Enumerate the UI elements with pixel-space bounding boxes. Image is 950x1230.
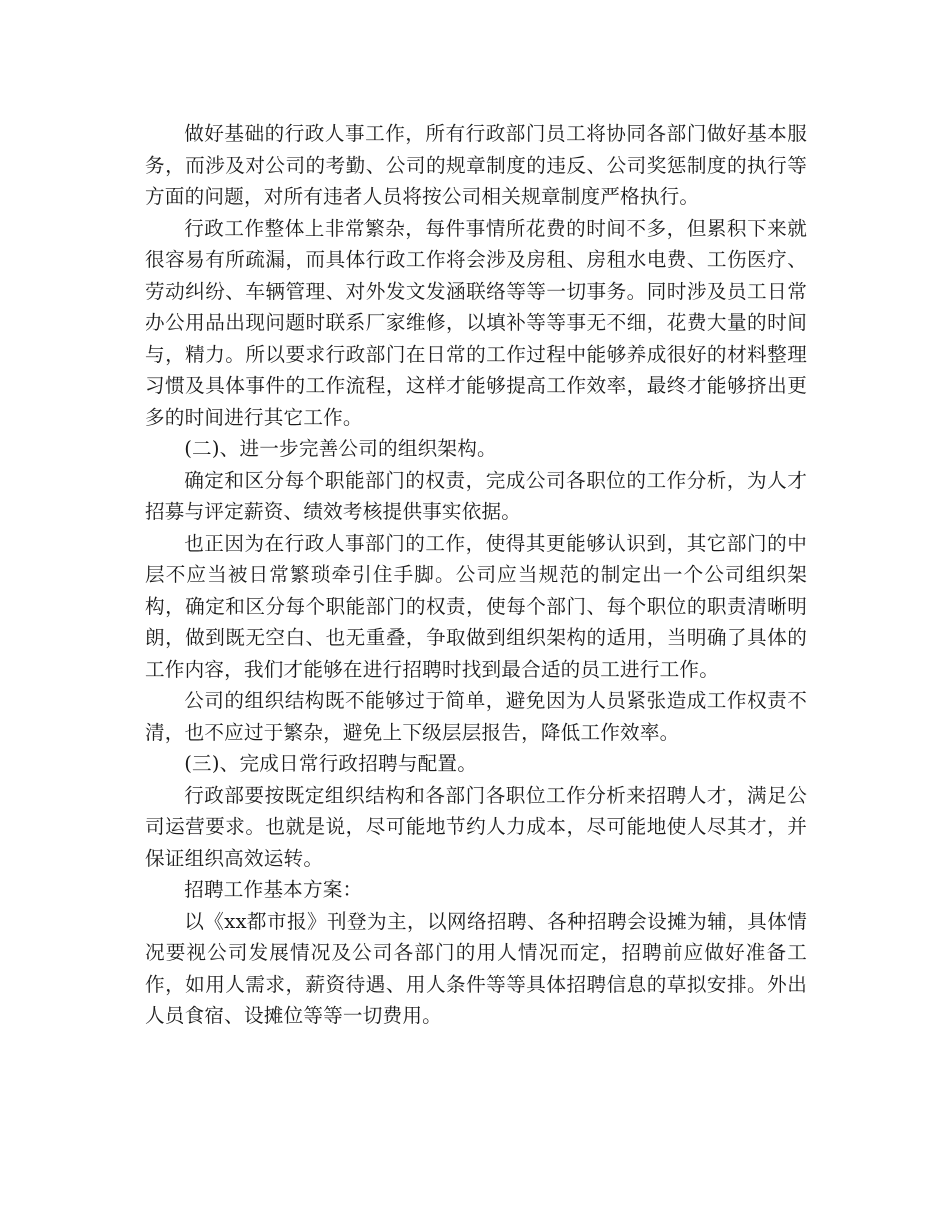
paragraph-org-balance: 公司的组织结构既不能够过于简单，避免因为人员紧张造成工作权责不清，也不应过于繁杂，避免上下级层层报告，降低工作效率。 [145, 689, 807, 744]
paragraph-org-framework: 也正因为在行政人事部门的工作，使得其更能够认识到，其它部门的中层不应当被日常繁琐牵引住手脚。公司应当规范的制定出一个公司组织架构，确定和区分每个职能部门的权责，使每个部门、每个职位的职责清晰明朗，做到既无空白、也无重叠，争取做到组织架构的适用，当明确了具体的工作内容，我们才能够在进行招聘时找到最合适的员工进行工作。 [145, 531, 807, 681]
document-body [145, 118, 807, 1032]
paragraph-recruitment-plan: 以《xx都市报》刊登为主，以网络招聘、各种招聘会设摊为辅，具体情况要视公司发展情况及公司各部门的用人情况而定，招聘前应做好准备工作，如用人需求，薪资待遇、用人条件等等具体招聘信息的草拟安排。外出人员食宿、设摊位等等一切费用。 [145, 909, 807, 1027]
paragraph-recruitment-goals: 行政部要按既定组织结构和各部门各职位工作分析来招聘人才，满足公司运营要求。也就是说，尽可能地节约人力成本，尽可能地使人尽其才，并保证组织高效运转。 [145, 783, 807, 870]
paragraph-admin-complexity: 行政工作整体上非常繁杂，每件事情所花费的时间不多，但累积下来就很容易有所疏漏，而具体行政工作将会涉及房租、房租水电费、工伤医疗、劳动纠纷、车辆管理、对外发文发涵联络等等一切事务。同时涉及员工日常办公用品出现问题时联系厂家维修，以填补等等事无不细，花费大量的时间与，精力。所以要求行政部门在日常的工作过程中能够养成很好的材料整理习惯及具体事件的工作流程，这样才能够提高工作效率，最终才能够挤出更多的时间进行其它工作。 [145, 216, 807, 429]
paragraph-recruitment-plan-label: 招聘工作基本方案： [184, 878, 363, 901]
paragraph-basic-admin-work: 做好基础的行政人事工作，所有行政部门员工将协同各部门做好基本服务，而涉及对公司的考勤、公司的规章制度的违反、公司奖惩制度的执行等方面的问题，对所有违者人员将按公司相关规章制度严格执行。 [145, 122, 807, 208]
paragraph-define-responsibilities: 确定和区分每个职能部门的权责，完成公司各职位的工作分析，为人才招募与评定薪资、绩效考核提供事实依据。 [145, 468, 807, 523]
section-heading-org-structure: (二)、进一步完善公司的组织架构。 [184, 437, 497, 460]
section-heading-recruitment: (三)、完成日常行政招聘与配置。 [184, 752, 477, 775]
